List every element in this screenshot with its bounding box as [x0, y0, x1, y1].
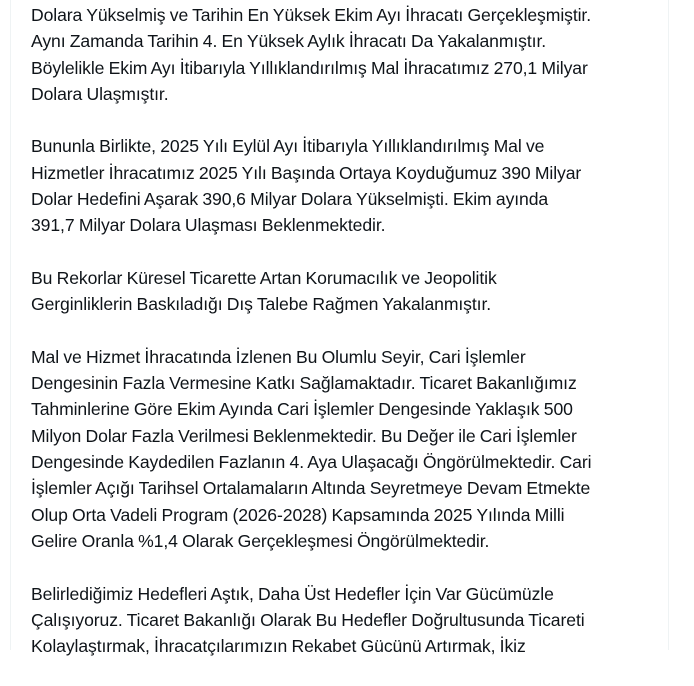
text-line: Dolara Yükselmiş ve Tarihin En Yüksek Ekim Ayı İhracatı Gerçekleşmiştir. [31, 5, 591, 25]
text-line: Böylelikle Ekim Ayı İtibarıyla Yıllıklandırılmış Mal İhracatımız 270,1 Milyar [31, 57, 588, 78]
text-line: Dolara Ulaşmıştır. [31, 83, 169, 104]
text-line: İşlemler Açığı Tarihsel Ortalamaların Altında Seyretmeye Devam Etmekte [31, 478, 591, 499]
post-paragraph-2 [31, 133, 661, 238]
post-paragraph-4 [31, 344, 661, 554]
text-line: Kolaylaştırmak, İhracatçılarımızın Rekabet Gücünü Artırmak, İkiz [31, 636, 526, 657]
post-paragraph-1 [31, 2, 661, 107]
text-line: Dolar Hedefini Aşarak 390,6 Milyar Dolara Yükselmişti. Ekim ayında [31, 189, 549, 210]
text-line: Hizmetler İhracatımız 2025 Yılı Başında Ortaya Koyduğumuz 390 Milyar [31, 162, 582, 183]
text-line: Bu Rekorlar Küresel Ticarette Artan Korumacılık ve Jeopolitik [31, 267, 497, 288]
text-line: Belirlediğimiz Hedefleri Aştık, Daha Üst Hedefler İçin Var Gücümüzle [31, 583, 554, 604]
text-line: Çalışıyoruz. Ticaret Bakanlığı Olarak Bu Hedefler Doğrultusunda Ticareti [31, 609, 585, 630]
post-paragraph-5 [31, 581, 661, 660]
text-line: Dengesinde Kaydedilen Fazlanın 4. Aya Ulaşacağı Öngörülmektedir. Cari [31, 452, 592, 473]
post-column [10, 0, 669, 657]
post-paragraph-3 [31, 265, 661, 318]
text-line: Tahminlerine Göre Ekim Ayında Cari İşlemler Dengesinde Yaklaşık 500 [31, 399, 573, 420]
text-line: Gelire Oranla %1,4 Olarak Gerçekleşmesi Öngörülmektedir. [31, 530, 490, 551]
text-line: 391,7 Milyar Dolara Ulaşması Beklenmektedir. [31, 215, 386, 236]
text-line: Milyon Dolar Fazla Verilmesi Beklenmektedir. Bu Değer ile Cari İşlemler [31, 425, 577, 446]
text-line: Dengesinin Fazla Vermesine Katkı Sağlamaktadır. Ticaret Bakanlığımız [31, 373, 577, 394]
text-line: Olup Orta Vadeli Program (2026-2028) Kapsamında 2025 Yılında Milli [31, 504, 565, 525]
text-line: Gerginliklerin Baskıladığı Dış Talebe Rağmen Yakalanmıştır. [31, 294, 492, 315]
text-line: Mal ve Hizmet İhracatında İzlenen Bu Olumlu Seyir, Cari İşlemler [31, 346, 526, 367]
text-line: Aynı Zamanda Tarihin 4. En Yüksek Aylık İhracatı Da Yakalanmıştır. [31, 31, 547, 52]
post-text [31, 2, 661, 686]
text-line: Bununla Birlikte, 2025 Yılı Eylül Ayı İtibarıyla Yıllıklandırılmış Mal ve [31, 136, 545, 157]
